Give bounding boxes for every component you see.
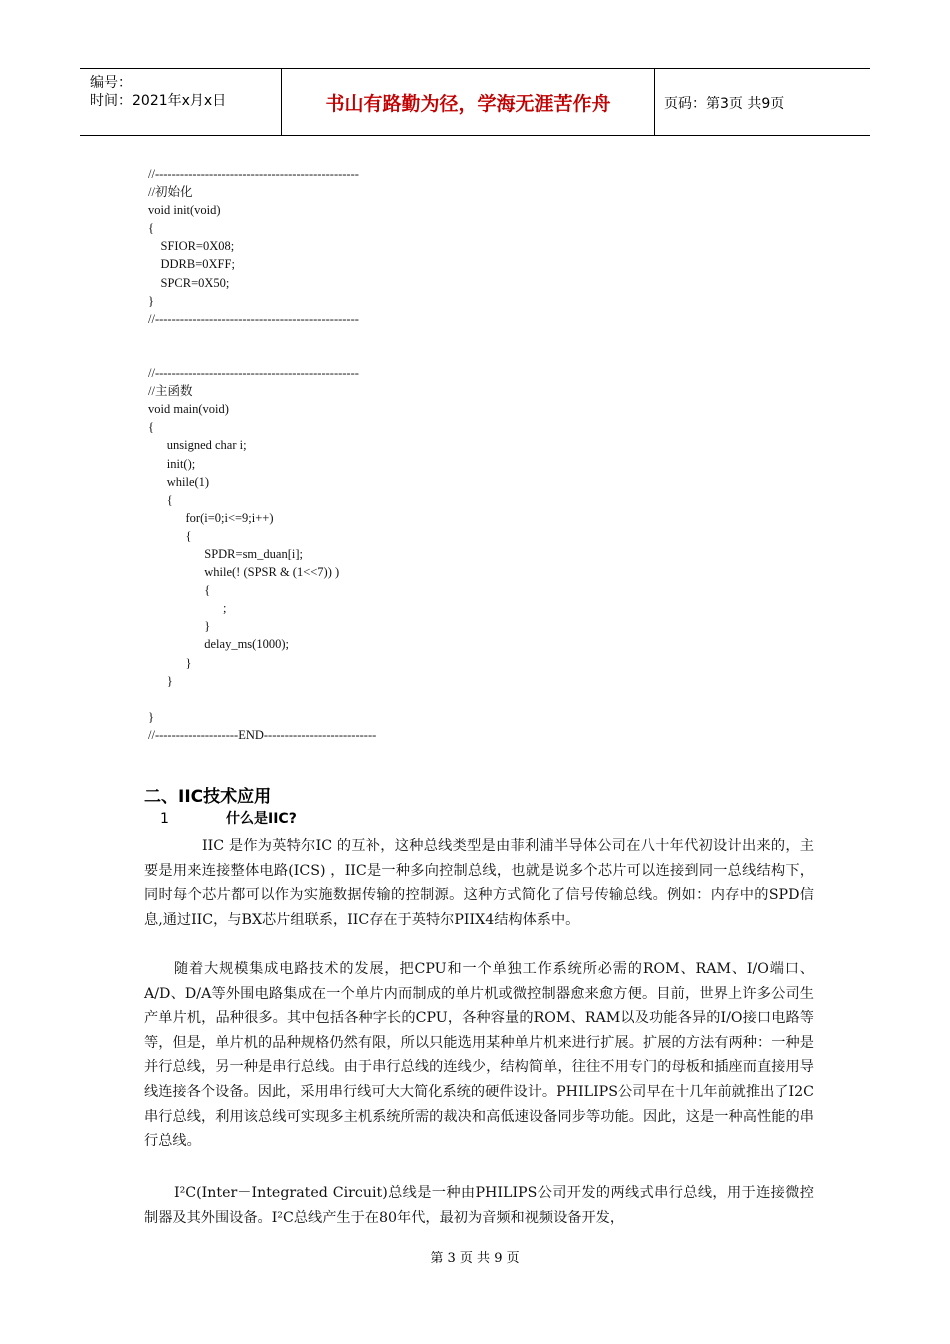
page-footer: 第 3 页 共 9 页 xyxy=(430,1251,520,1266)
header-motto: 书山有路勤为径，学海无涯苦作舟 xyxy=(325,92,611,115)
header-info-cell xyxy=(80,69,282,135)
header-divider xyxy=(654,69,655,135)
paragraph: I²C(Inter－Integrated Circuit)总线是一种由PHILIPS公司开发的两线式串行总线，用于连接微控制器及其外围设备。I²C总线产生于在80年代，最初为音频和视频设备开发， xyxy=(144,1185,814,1226)
number-label: 编号： xyxy=(90,75,132,91)
subsection-text: 什么是IIC? xyxy=(226,811,297,827)
header-page-label: 页码：第3页 共9页 xyxy=(664,96,785,112)
paragraph: 随着大规模集成电路技术的发展，把CPU和一个单独工作系统所必需的ROM、RAM、I/O端口、A/D、D/A等外围电路集成在一个单片内而制成的单片机或微控制器愈来愈方便。目前，世界上许多公司生产单片机，品种很多。其中包括各种字长的CPU，各种容量的ROM、RAM以及功能各异的I/O接口电路等等，但是，单片机的品种规格仍然有限，所以只能选用某种单片机来进行扩展。扩展的方法有两种：一种是并行总线，另一种是串行总线。由于串行总线的连线少，结构简单，往往不用专门的母板和插座而直接用导线连接各个设备。因此，采用串行线可大大简化系统的硬件设计。PHILIPS公司早在十几年前就推出了I2C串行总线，利用该总线可实现多主机系统所需的裁决和高低速设备同步等功能。因此，这是一种高性能的串行总线。 xyxy=(144,961,814,1150)
paragraph: IIC 是作为英特尔IC 的互补，这种总线类型是由菲利浦半导体公司在八十年代初设计出来的，主要是用来连接整体电路(ICS) ，IIC是一种多向控制总线，也就是说多个芯片可以连接到同一总线结构下，同时每个芯片都可以作为实施数据传输的控制源。这种方式简化了信号传输总线。例如：内存中的SPD信息,通过IIC，与BX芯片组联系，IIC存在于英特尔PIIX4结构体系中。 xyxy=(144,838,814,928)
code-listing: //------------------------------------------------- //初始化 void init(void) { SFIOR=0X08; DDRB=0XFF; SPCR=0X50; } //------------------------------------------------- //------------------------------------------------- //主函数 void main(void) { unsigned char i; init(); while(1) { for(i=0;i<=9;i++) { SPDR=sm_duan[i]; while(! (SPSR & (1<<7)) ) { ; } delay_ms(1000); } } } //--------------------END--------------------------- xyxy=(148,167,377,742)
page-header xyxy=(80,68,870,136)
section-title: 二、IIC技术应用 xyxy=(144,787,272,807)
date-label: 时间：2021年x月x日 xyxy=(90,93,227,109)
subsection-title xyxy=(160,808,297,828)
subsection-number: 1 xyxy=(160,811,169,827)
